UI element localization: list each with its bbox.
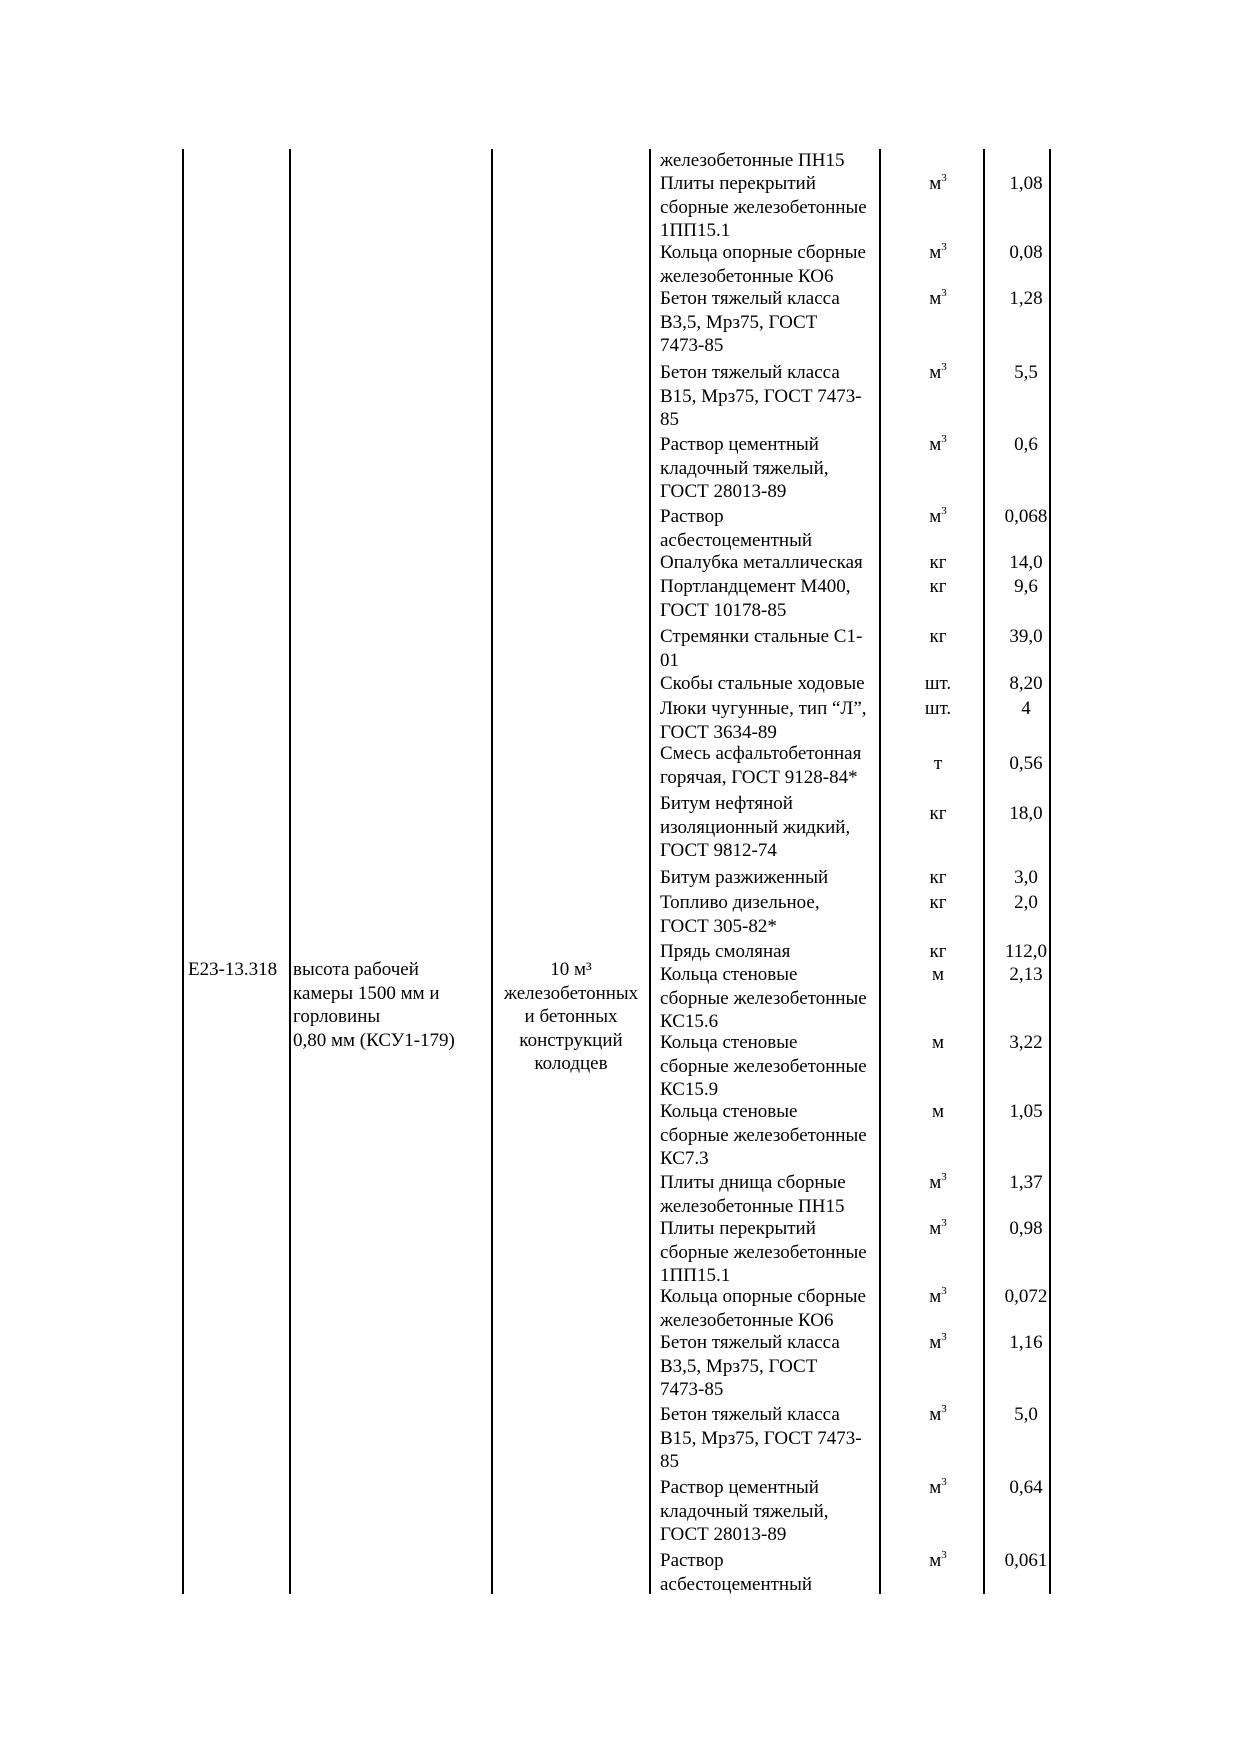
- material-name-line: Плиты перекрытий: [660, 173, 816, 194]
- material-name-line: Бетон тяжелый класса: [660, 288, 840, 309]
- material-name-line: Раствор цементный: [660, 434, 819, 455]
- material-unit-text: кг: [929, 552, 947, 573]
- material-unit-text: м: [929, 506, 942, 527]
- material-unit-text: м: [929, 1172, 942, 1193]
- material-unit-exponent: 3: [941, 1549, 947, 1561]
- material-unit-text: т: [933, 753, 943, 774]
- material-name-line: ГОСТ 10178-85: [660, 599, 787, 621]
- material-name-line: КС7.3: [660, 1148, 709, 1169]
- table-border-description: [491, 149, 493, 1594]
- material-name-line: кладочный тяжелый,: [660, 1500, 829, 1522]
- material-name-line: сборные железобетонные: [660, 1055, 867, 1077]
- material-unit: [883, 672, 993, 696]
- material-quantity: 14,0: [1009, 552, 1043, 573]
- material-unit: [883, 963, 993, 987]
- material-name-line: сборные железобетонные: [660, 196, 867, 218]
- material-name-line: 85: [660, 409, 679, 430]
- material-unit: [883, 551, 993, 575]
- material-name-line: Портландцемент М400,: [660, 576, 851, 597]
- material-quantity: 18,0: [1009, 803, 1043, 824]
- material-quantity: 0,98: [1009, 1218, 1043, 1239]
- material-name: [660, 866, 878, 890]
- measure-unit-line: колодцев: [534, 1053, 608, 1074]
- material-name-line: Скобы стальные ходовые: [660, 673, 865, 694]
- material-name: [660, 433, 878, 504]
- material-quantity: 3,22: [1009, 1032, 1043, 1053]
- material-name-line: Кольца стеновые: [660, 1101, 798, 1122]
- table-border-material: [879, 149, 881, 1594]
- material-name-line: ГОСТ 28013-89: [660, 1524, 787, 1545]
- material-name-line: Раствор цементный: [660, 1477, 819, 1498]
- measure-unit-description: [495, 958, 647, 1076]
- material-unit-exponent: 3: [941, 1403, 947, 1415]
- material-name-line: изоляционный жидкий,: [660, 816, 851, 838]
- material-unit: [883, 697, 993, 721]
- material-unit: [883, 625, 993, 649]
- material-name: [660, 963, 878, 1034]
- material-quantity: 0,56: [1009, 753, 1043, 774]
- material-unit: [883, 802, 993, 826]
- material-name: [660, 1100, 878, 1171]
- material-unit-exponent: 3: [941, 1331, 947, 1343]
- material-quantity: 1,28: [1009, 288, 1043, 309]
- material-unit: [883, 505, 993, 529]
- material-quantity: 1,08: [1009, 173, 1043, 194]
- material-name: [660, 697, 878, 744]
- material-unit: [883, 752, 993, 776]
- material-name: [660, 891, 878, 938]
- material-unit-text: м: [929, 173, 942, 194]
- measure-unit-line: железобетонных: [503, 982, 639, 1004]
- material-name-line: В3,5, Мрз75, ГОСТ: [660, 311, 818, 333]
- material-name-line: железобетонные ПН15: [660, 1195, 845, 1217]
- material-name: [660, 792, 878, 863]
- material-name-line: асбестоцементный: [660, 529, 813, 551]
- material-unit-text: м: [931, 964, 945, 985]
- material-name: [660, 575, 878, 622]
- material-unit: [883, 433, 993, 457]
- material-name: [660, 241, 878, 288]
- material-name: [660, 940, 878, 964]
- material-unit-exponent: 3: [941, 172, 947, 184]
- material-name-line: Битум разжиженный: [660, 867, 829, 888]
- material-unit-text: м: [929, 288, 942, 309]
- material-name-line: ГОСТ 28013-89: [660, 481, 787, 502]
- material-name-line: железобетонные КО6: [660, 265, 834, 287]
- material-unit-exponent: 3: [941, 287, 947, 299]
- material-unit-text: м: [929, 1477, 942, 1498]
- material-name-line: Прядь смоляная: [660, 941, 791, 962]
- material-unit: [883, 1549, 993, 1573]
- material-quantity: 0,6: [1014, 434, 1038, 455]
- material-unit: [883, 1476, 993, 1500]
- material-name: [660, 287, 878, 358]
- material-quantity: 4: [1021, 698, 1031, 719]
- material-unit-text: кг: [929, 803, 947, 824]
- material-unit-text: м: [929, 434, 942, 455]
- measure-unit-line: конструкций: [519, 1029, 623, 1051]
- work-description-line: камеры 1500 мм и: [293, 982, 440, 1004]
- material-quantity: 9,6: [1014, 576, 1038, 597]
- material-name-line: 85: [660, 1451, 679, 1472]
- material-name-line: КС15.6: [660, 1011, 719, 1032]
- work-description: [293, 958, 489, 1052]
- material-unit-exponent: 3: [941, 1217, 947, 1229]
- material-unit: [883, 361, 993, 385]
- material-name-line: В15, Мрз75, ГОСТ 7473-: [660, 385, 862, 407]
- material-unit-text: кг: [929, 892, 947, 913]
- material-name-line: Битум нефтяной: [660, 793, 793, 814]
- material-quantity: 39,0: [1009, 626, 1043, 647]
- material-unit: [883, 1331, 993, 1355]
- material-name-line: сборные железобетонные: [660, 1124, 867, 1146]
- material-name-line: Кольца стеновые: [660, 964, 798, 985]
- material-unit-exponent: 3: [941, 433, 947, 445]
- material-name-line: сборные железобетонные: [660, 1241, 867, 1263]
- material-name-line: 1ПП15.1: [660, 1265, 731, 1286]
- material-name-line: 01: [660, 649, 679, 671]
- material-unit: [883, 1031, 993, 1055]
- material-quantity: 0,068: [1004, 506, 1048, 527]
- material-name: [660, 1285, 878, 1332]
- material-name-line: железобетонные ПН15: [660, 150, 845, 171]
- material-name-line: Бетон тяжелый класса: [660, 1404, 840, 1425]
- material-quantity: 3,0: [1014, 867, 1038, 888]
- material-unit-exponent: 3: [941, 505, 947, 517]
- material-unit: [883, 1403, 993, 1427]
- material-name: [660, 742, 878, 789]
- material-unit-exponent: 3: [941, 361, 947, 373]
- material-quantity: 2,0: [1014, 892, 1038, 913]
- material-unit: [883, 1171, 993, 1195]
- material-unit: [883, 940, 993, 964]
- material-name-line: Кольца опорные сборные: [660, 242, 866, 263]
- material-unit-text: м: [929, 362, 942, 383]
- material-name: [660, 1476, 878, 1547]
- material-name-line: ГОСТ 305-82*: [660, 915, 777, 937]
- material-quantity: 112,0: [1004, 941, 1048, 962]
- work-description-line: высота рабочей: [293, 959, 419, 980]
- material-unit: [883, 241, 993, 265]
- material-name-line: кладочный тяжелый,: [660, 457, 829, 479]
- material-quantity: 1,05: [1009, 1101, 1043, 1122]
- material-name: [660, 1549, 878, 1596]
- material-name-line: Плиты днища сборные: [660, 1172, 846, 1193]
- material-name-line: Плиты перекрытий: [660, 1218, 816, 1239]
- material-unit-text: м: [929, 1286, 942, 1307]
- material-quantity: 5,0: [1014, 1404, 1038, 1425]
- material-unit-text: м: [929, 1404, 942, 1425]
- material-unit-text: м: [929, 242, 942, 263]
- material-unit-text: м: [929, 1332, 942, 1353]
- work-description-line: горловины: [293, 1006, 381, 1027]
- material-unit-text: м: [929, 1218, 942, 1239]
- material-unit-text: кг: [929, 867, 947, 888]
- material-name: [660, 625, 878, 672]
- material-quantity: 5,5: [1014, 362, 1038, 383]
- material-name-line: Бетон тяжелый класса: [660, 1332, 840, 1353]
- material-unit-exponent: 3: [941, 241, 947, 253]
- material-quantity: 8,20: [1009, 673, 1043, 694]
- material-name-line: Кольца опорные сборные: [660, 1286, 866, 1307]
- material-quantity: 0,64: [1009, 1477, 1043, 1498]
- material-name: [660, 1031, 878, 1102]
- material-name-line: Люки чугунные, тип “Л”,: [660, 698, 867, 719]
- measure-unit-line: 10 м³: [550, 959, 592, 980]
- material-quantity: 0,08: [1009, 242, 1043, 263]
- table-border-code: [289, 149, 291, 1594]
- material-name: [660, 361, 878, 432]
- material-name-line: КС15.9: [660, 1079, 719, 1100]
- material-unit-exponent: 3: [941, 1476, 947, 1488]
- work-description-line: 0,80 мм (КСУ1-179): [293, 1029, 455, 1051]
- material-name-line: ГОСТ 3634-89: [660, 721, 777, 743]
- material-name: [660, 672, 878, 696]
- material-unit: [883, 866, 993, 890]
- material-quantity: 1,37: [1009, 1172, 1043, 1193]
- material-name: [660, 551, 878, 575]
- material-name-line: В3,5, Мрз75, ГОСТ: [660, 1355, 818, 1377]
- material-unit-text: м: [931, 1101, 945, 1122]
- material-name: [660, 172, 878, 243]
- material-name-line: Стремянки стальные С1-: [660, 626, 863, 647]
- material-unit-text: кг: [929, 941, 947, 962]
- material-name-line: железобетонные КО6: [660, 1309, 834, 1331]
- material-unit: [883, 1285, 993, 1309]
- material-quantity: 2,13: [1009, 964, 1043, 985]
- material-name-line: Кольца стеновые: [660, 1032, 798, 1053]
- material-name-line: горячая, ГОСТ 9128-84*: [660, 766, 858, 788]
- material-unit-text: м: [931, 1032, 945, 1053]
- material-unit-text: м: [929, 1550, 942, 1571]
- measure-unit-line: и бетонных: [524, 1006, 618, 1027]
- material-name-line: Раствор: [660, 1550, 724, 1571]
- material-unit: [883, 1100, 993, 1124]
- material-unit: [883, 1217, 993, 1241]
- material-name-line: Опалубка металлическая: [660, 552, 863, 573]
- norm-code: Е23-13.318: [188, 959, 278, 980]
- material-name: [660, 1403, 878, 1474]
- material-name-line: Раствор: [660, 506, 724, 527]
- material-name-line: сборные железобетонные: [660, 987, 867, 1009]
- material-quantity: 1,16: [1009, 1332, 1043, 1353]
- material-unit: [883, 891, 993, 915]
- material-unit: [883, 172, 993, 196]
- material-name: [660, 1217, 878, 1288]
- material-quantity: 0,061: [1004, 1550, 1048, 1571]
- material-unit-text: шт.: [924, 698, 952, 719]
- material-name: [660, 1331, 878, 1402]
- material-quantity: 0,072: [1004, 1286, 1048, 1307]
- material-name-line: Топливо дизельное,: [660, 892, 820, 913]
- material-name-line: В15, Мрз75, ГОСТ 7473-: [660, 1427, 862, 1449]
- material-name: [660, 149, 878, 173]
- material-name-line: ГОСТ 9812-74: [660, 840, 777, 861]
- material-name-line: 7473-85: [660, 1379, 724, 1400]
- material-name-line: Бетон тяжелый класса: [660, 362, 840, 383]
- material-unit-text: кг: [929, 576, 947, 597]
- table-border-unit: [649, 149, 651, 1594]
- material-name-line: 1ПП15.1: [660, 220, 731, 241]
- material-name-line: Смесь асфальтобетонная: [660, 743, 862, 764]
- material-unit-exponent: 3: [941, 1171, 947, 1183]
- material-name: [660, 505, 878, 552]
- material-name-line: 7473-85: [660, 335, 724, 356]
- material-unit: [883, 287, 993, 311]
- material-unit-text: шт.: [924, 673, 952, 694]
- material-unit: [883, 575, 993, 599]
- material-unit-exponent: 3: [941, 1285, 947, 1297]
- material-unit-text: кг: [929, 626, 947, 647]
- table-border-left: [182, 149, 184, 1594]
- material-name-line: асбестоцементный: [660, 1573, 813, 1595]
- material-name: [660, 1171, 878, 1218]
